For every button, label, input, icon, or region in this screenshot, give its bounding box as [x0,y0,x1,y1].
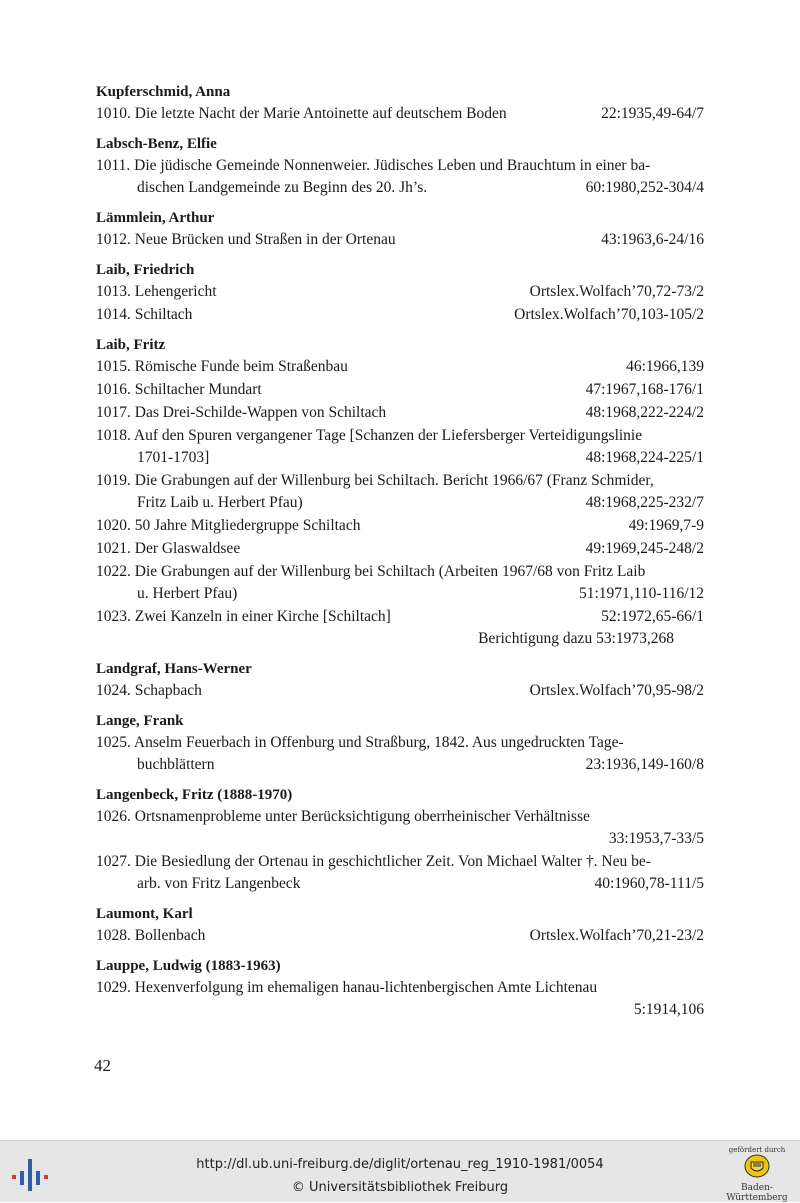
entry-title: u. Herbert Pfau) [137,585,238,602]
entry-line [96,470,704,492]
entry-line [96,754,704,776]
entry-line [96,356,704,378]
entry-line [96,379,704,401]
entry-reference: 46:1966,139 [626,358,704,375]
document-url[interactable]: http://dl.ub.uni-freiburg.de/diglit/ortenau_reg_1910-1981/0054 [196,1157,604,1172]
entry-line [96,281,704,303]
bibliography-entry [96,425,704,469]
entry-line [96,583,704,605]
bibliography-entry [96,538,704,560]
sponsor-label: gefördert durch [728,1146,786,1154]
entry-reference: 43:1963,6-24/16 [601,231,704,248]
entry-title: 1013. Lehengericht [96,283,217,300]
entry-reference: 22:1935,49-64/7 [601,105,704,122]
author-heading: Lämmlein, Arthur [96,210,215,226]
author-heading: Laib, Friedrich [96,262,195,278]
entry-line [96,873,704,895]
page-number: 42 [94,1056,111,1075]
entry-reference: 48:1968,222-224/2 [585,404,704,421]
entry-title: Fritz Laib u. Herbert Pfau) [137,494,303,511]
entry-line [96,447,704,469]
entry-reference: 49:1969,7-9 [628,517,704,534]
entry-reference: Ortslex.Wolfach’70,21-23/2 [529,927,704,944]
bibliography-entry [96,103,704,125]
baden-wuerttemberg-logo [722,1146,792,1203]
entry-title: 1026. Ortsnamenprobleme unter Berücksichtigung oberrheinischer Verhältnisse [96,808,590,825]
sponsor-name: Baden-Württemberg [726,1183,788,1203]
bibliography-entry [96,281,704,303]
entry-title: 1029. Hexenverfolgung im ehemaligen hanau-lichtenbergischen Amte Lichtenau [96,979,598,996]
entry-title: 1018. Auf den Spuren vergangener Tage [Schanzen der Liefersberger Verteidigungslinie [96,427,643,444]
author-heading: Langenbeck, Fritz (1888-1970) [96,787,293,803]
entry-line [96,402,704,424]
entry-title: 1017. Das Drei-Schilde-Wappen von Schiltach [96,404,387,421]
author-heading: Laumont, Karl [96,906,193,922]
entry-line [96,680,704,702]
bibliography-entry [96,470,704,514]
entry-reference: 51:1971,110-116/12 [579,585,704,602]
entry-title: 1022. Die Grabungen auf der Willenburg bei Schiltach (Arbeiten 1967/68 von Fritz Laib [96,563,646,580]
author-heading: Lauppe, Ludwig (1883-1963) [96,958,281,974]
author-heading: Lange, Frank [96,713,184,729]
entry-reference: 48:1968,225-232/7 [585,494,704,511]
bibliography-entry [96,732,704,776]
author-heading: Kupferschmid, Anna [96,84,231,100]
bibliography-list [96,81,704,1022]
entry-title: 1028. Bollenbach [96,927,206,944]
entry-reference: Ortslex.Wolfach’70,103-105/2 [514,306,704,323]
entry-title: 1025. Anselm Feuerbach in Offenburg und Straßburg, 1842. Aus ungedruckten Tage- [96,734,624,751]
entry-line [96,925,704,947]
entry-line [96,732,704,754]
entry-line [96,806,704,828]
bibliography-entry [96,561,704,605]
bibliography-entry [96,925,704,947]
entry-title: 1010. Die letzte Nacht der Marie Antoinette auf deutschem Boden [96,105,507,122]
entry-title: arb. von Fritz Langenbeck [137,875,301,892]
viewer-footer [0,1140,800,1202]
entry-title: 1016. Schiltacher Mundart [96,381,262,398]
entry-line [96,851,704,873]
entry-title: 1011. Die jüdische Gemeinde Nonnenweier. Jüdisches Leben und Brauchtum in einer ba- [96,157,651,174]
entry-reference: 33:1953,7-33/5 [608,830,704,847]
entry-title: 1014. Schiltach [96,306,193,323]
entry-reference: 5:1914,106 [633,1001,704,1018]
entry-reference: Ortslex.Wolfach’70,95-98/2 [529,682,704,699]
entry-line [96,103,704,125]
entry-reference: Ortslex.Wolfach’70,72-73/2 [529,283,704,300]
entry-title: 1027. Die Besiedlung der Ortenau in geschichtlicher Zeit. Von Michael Walter †. Neu be- [96,853,651,870]
bibliography-entry [96,304,704,326]
entry-title: buchblättern [137,756,215,773]
bibliography-entry [96,606,704,650]
entry-title: dischen Landgemeinde zu Beginn des 20. Jh’s. [137,179,428,196]
entry-line [96,229,704,251]
bibliography-entry [96,515,704,537]
bibliography-entry [96,977,704,1021]
bibliography-entry [96,806,704,850]
copyright-notice: © Universitätsbibliothek Freiburg [291,1180,509,1195]
entry-correction: Berichtigung dazu 53:1973,268 [478,630,674,647]
entry-title: 1021. Der Glaswaldsee [96,540,241,557]
entry-line [96,828,704,850]
entry-line [96,515,704,537]
entry-title: 1024. Schapbach [96,682,202,699]
bibliography-entry [96,155,704,199]
entry-line [96,977,704,999]
entry-reference: 23:1936,149-160/8 [585,756,704,773]
entry-line [96,425,704,447]
entry-line [96,177,704,199]
entry-reference: 40:1960,78-111/5 [594,875,704,892]
bibliography-entry [96,379,704,401]
entry-line [96,492,704,514]
bibliography-entry [96,356,704,378]
entry-title: 1019. Die Grabungen auf der Willenburg bei Schiltach. Bericht 1966/67 (Franz Schmider, [96,472,654,489]
entry-title: 1012. Neue Brücken und Straßen in der Ortenau [96,231,396,248]
entry-line [96,304,704,326]
entry-line [96,561,704,583]
entry-line [96,606,704,628]
bibliography-entry [96,680,704,702]
entry-line [96,538,704,560]
entry-line [96,155,704,177]
entry-reference: 60:1980,252-304/4 [585,179,704,196]
entry-reference: 47:1967,168-176/1 [585,381,704,398]
entry-reference: 48:1968,224-225/1 [585,449,704,466]
bibliography-entry [96,229,704,251]
state-crest-icon [744,1154,770,1178]
entry-title: 1020. 50 Jahre Mitgliedergruppe Schiltach [96,517,361,534]
entry-title: 1023. Zwei Kanzeln in einer Kirche [Schiltach] [96,608,391,625]
entry-title: 1701-1703] [137,449,210,466]
entry-reference: 49:1969,245-248/2 [585,540,704,557]
author-heading: Landgraf, Hans-Werner [96,661,252,677]
bibliography-entry [96,402,704,424]
author-heading: Labsch-Benz, Elfie [96,136,217,152]
entry-title: 1015. Römische Funde beim Straßenbau [96,358,348,375]
author-heading: Laib, Fritz [96,337,166,353]
bibliography-entry [96,851,704,895]
entry-line [96,999,704,1021]
entry-reference: 52:1972,65-66/1 [601,608,704,625]
